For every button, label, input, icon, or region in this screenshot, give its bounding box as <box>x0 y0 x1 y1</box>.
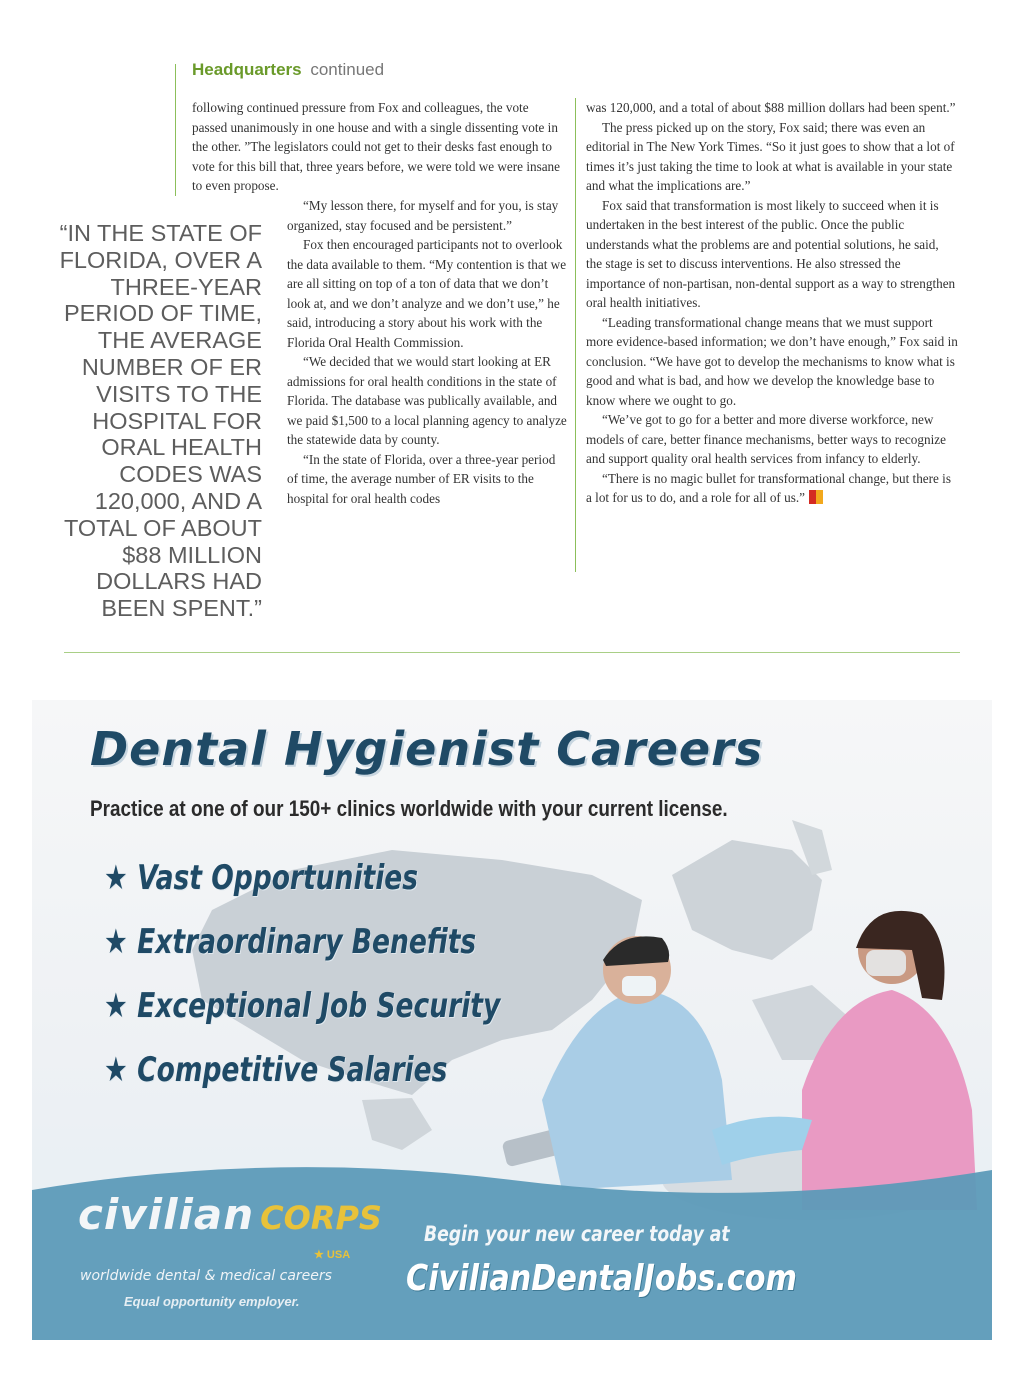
divider <box>64 652 960 653</box>
benefit-label: Competitive Salaries <box>137 1050 448 1090</box>
pull-quote: “IN THE STATE OF FLORIDA, OVER A THREE-YEAR PERIOD OF TIME, THE AVERAGE NUMBER OF ER VISITS TO THE HOSPITAL FOR ORAL HEALTH CODES WAS 120,000, AND A TOTAL OF ABOUT $88 MILLION DOLLARS HAD BEEN SPENT.” <box>59 220 262 622</box>
closing-paragraph-text: “There is no magic bullet for transformational change, but there is a lot for us to do, and a role for all of us.” <box>586 470 951 505</box>
ad-title: Dental Hygienist Careers <box>90 722 764 776</box>
star-icon: ★ <box>104 1050 128 1090</box>
section-header <box>192 60 384 80</box>
benefit-item <box>104 922 500 986</box>
paragraph: “Leading transformational change means that we must support more evidence-based information; we don’t have enough,” Fox said in conclusion. “We have got to develop the mechanisms to know what is good and what is bad, and how we develop the knowledge base to know where we ought to go. <box>586 314 958 408</box>
end-of-article-icon <box>809 490 823 504</box>
paragraph: “We decided that we would start looking at ER admissions for oral health conditions in the state of Florida. The database was publically available, and we paid $1,500 to a local planning agency to analyze the statewide data by county. <box>287 354 567 447</box>
column-rule-middle <box>575 98 576 572</box>
benefit-item <box>104 1050 500 1114</box>
benefit-item <box>104 858 500 922</box>
paragraph: Fox said that transformation is most likely to succeed when it is undertaken in the best interest of the public. Once the public understands what the problems are and potential solutions, he said, the stage is set to discuss interventions. He also stressed the importance of non-partisan, non-dental support as a way to strengthen oral health initiatives. <box>586 197 956 310</box>
benefit-item <box>104 986 500 1050</box>
logo-tagline: worldwide dental & medical careers <box>80 1268 332 1284</box>
civilian-corps-logo <box>78 1190 382 1309</box>
star-icon: ★ <box>104 986 128 1026</box>
website-link[interactable]: CivilianDentalJobs.com <box>406 1258 798 1299</box>
logo-civilian-text: civilian <box>78 1190 255 1239</box>
paragraph: “We’ve got to go for a better and more diverse workforce, new models of care, better finance mechanisms, better ways to recognize and support quality oral health services from infancy to elderly. <box>586 412 946 466</box>
cta-text: Begin your new career today at <box>424 1222 730 1246</box>
section-title: Headquarters <box>192 60 302 79</box>
column-rule-left <box>175 64 176 196</box>
logo-usa-text: ★ USA <box>314 1249 351 1261</box>
advertisement[interactable] <box>32 700 992 1340</box>
continued-label: continued <box>310 60 385 79</box>
ad-subtitle: Practice at one of our 150+ clinics worldwide with your current license. <box>90 796 728 821</box>
paragraph: was 120,000, and a total of about $88 million dollars had been spent.” <box>586 100 956 115</box>
equal-opportunity-text: Equal opportunity employer. <box>124 1294 300 1309</box>
paragraph: The press picked up on the story, Fox said; there was even an editorial in The New York Times. “So it just goes to show that a lot of times it’s just taking the time to look at what is available in your state and what the implications are.” <box>586 119 955 193</box>
paragraph <box>586 469 958 508</box>
logo-corps-text: CORPS <box>260 1199 382 1237</box>
article-column-1-top <box>192 98 567 196</box>
article-column-2 <box>586 98 958 508</box>
benefit-label: Extraordinary Benefits <box>137 922 477 962</box>
benefit-label: Vast Opportunities <box>137 858 419 898</box>
paragraph: “In the state of Florida, over a three-year period of time, the average number of ER visits to the hospital for oral health codes <box>287 451 556 506</box>
benefit-label: Exceptional Job Security <box>137 986 501 1026</box>
star-icon: ★ <box>104 922 128 962</box>
star-icon: ★ <box>104 858 128 898</box>
article-column-1 <box>287 196 567 508</box>
paragraph: Fox then encouraged participants not to overlook the data available to them. “My contention is that we are all sitting on top of a ton of data that we don’t look at, and we don’t analyze and we don’t use,” he said, introducing a story about his work with the Florida Oral Health Commission. <box>287 237 567 350</box>
paragraph: “My lesson there, for myself and for you, is stay organized, stay focused and be persistent.” <box>287 198 559 233</box>
paragraph: following continued pressure from Fox and colleagues, the vote passed unanimously in one house and with a single dissenting vote in the other. ”The legislators could not get to their desks fast enough to vote for this bill that, three years before, we were told we were insane to even propose. <box>192 100 561 193</box>
